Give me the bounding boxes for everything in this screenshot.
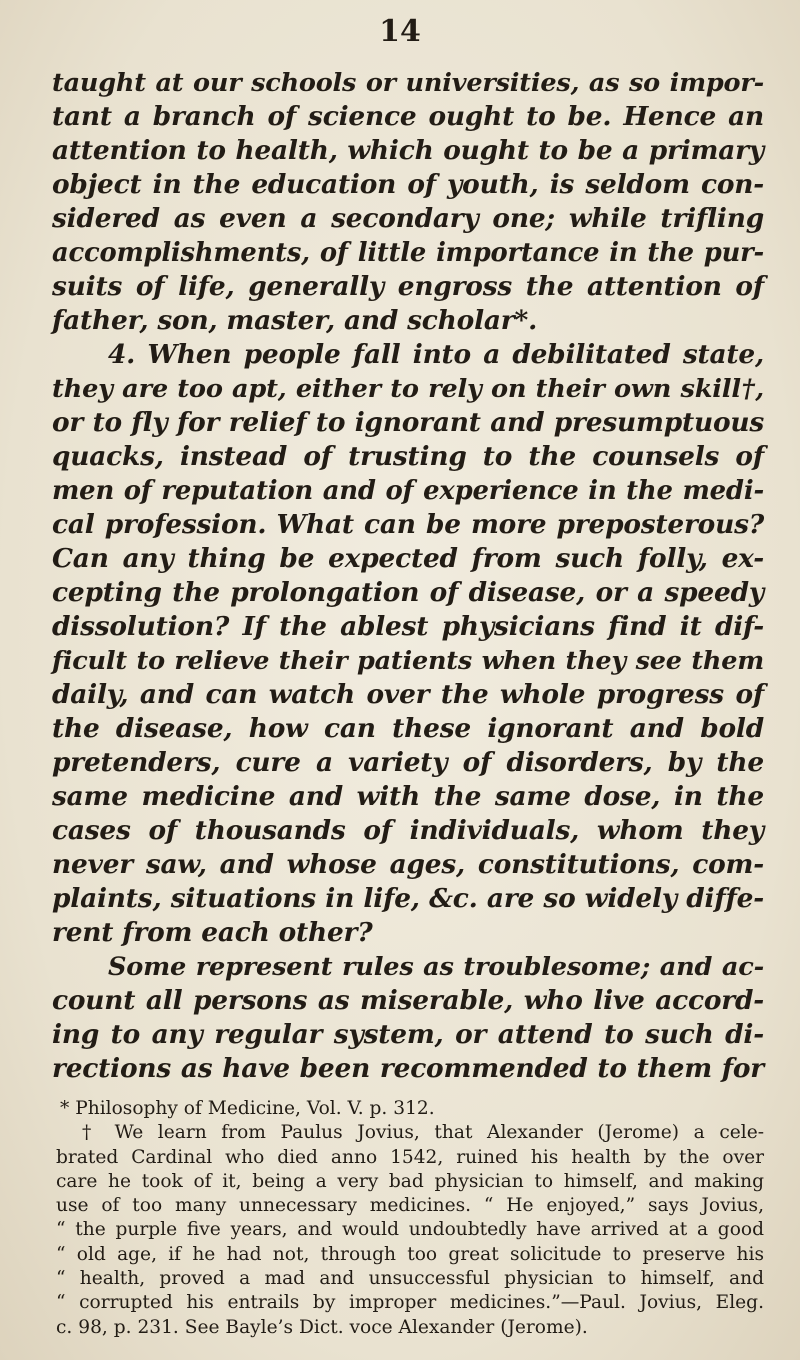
- body-line: ficult to relieve their patients when they see them: [52, 646, 764, 676]
- body-line: Some represent rules as troublesome; and ac-: [108, 952, 764, 982]
- body-line: men of reputation and of experience in the medi-: [52, 476, 764, 506]
- body-line: pretenders, cure a variety of disorders, by the: [52, 747, 764, 778]
- body-line: 4. When people fall into a debilitated state,: [108, 339, 764, 370]
- body-text: [52, 66, 764, 1086]
- body-line: count all persons as miserable, who live accord-: [52, 985, 764, 1016]
- footnote-line: use of too many unnecessary medicines. “ He enjoyed,” says Jovius,: [56, 1195, 764, 1217]
- body-line: accomplishments, of little importance in the pur-: [52, 238, 764, 268]
- body-line: dissolution? If the ablest physicians find it dif-: [52, 611, 764, 642]
- body-line: father, son, master, and scholar*.: [52, 305, 538, 336]
- body-line: the disease, how can these ignorant and bold: [52, 713, 764, 744]
- body-line: same medicine and with the same dose, in the: [52, 781, 764, 812]
- footnotes: [56, 1097, 764, 1340]
- body-line: ing to any regular system, or attend to such di-: [52, 1019, 764, 1050]
- footnote-line: “ corrupted his entrails by improper medicines.”—Paul. Jovius, Eleg.: [56, 1292, 764, 1314]
- body-line: cepting the prolongation of disease, or a speedy: [52, 577, 764, 608]
- footnote-line: c. 98, p. 231. See Bayle’s Dict. voce Alexander (Jerome).: [56, 1316, 588, 1338]
- page-number: 14: [379, 14, 421, 49]
- body-line: daily, and can watch over the whole progress of: [52, 679, 764, 710]
- body-line: rections as have been recommended to them for: [52, 1053, 764, 1084]
- footnote-line: * Philosophy of Medicine, Vol. V. p. 312.: [60, 1098, 435, 1119]
- body-line: never saw, and whose ages, constitutions, com-: [52, 849, 764, 880]
- body-line: object in the education of youth, is seldom con-: [52, 169, 764, 200]
- body-line: taught at our schools or universities, as so impor-: [52, 68, 764, 98]
- footnote-line: “ health, proved a mad and unsuccessful physician to himself, and: [56, 1268, 764, 1290]
- body-line: attention to health, which ought to be a primary: [52, 135, 764, 166]
- footnote-line: brated Cardinal who died anno 1542, ruined his health by the over: [56, 1146, 764, 1168]
- body-line: they are too apt, either to rely on their own skill†,: [52, 374, 764, 404]
- body-line: Can any thing be expected from such folly, ex-: [52, 543, 764, 574]
- body-line: suits of life, generally engross the attention of: [52, 271, 764, 302]
- body-line: cases of thousands of individuals, whom they: [52, 815, 764, 846]
- body-line: cal profession. What can be more preposterous?: [52, 509, 764, 540]
- footnote-line: “ the purple five years, and would undoubtedly have arrived at a good: [56, 1219, 764, 1241]
- body-line: sidered as even a secondary one; while trifling: [52, 203, 764, 234]
- body-line: rent from each other?: [52, 917, 373, 948]
- footnote-line: † We learn from Paulus Jovius, that Alexander (Jerome) a cele-: [82, 1122, 764, 1144]
- footnote-line: “ old age, if he had not, through too great solicitude to preserve his: [56, 1243, 764, 1265]
- footnote-line: care he took of it, being a very bad physician to himself, and making: [56, 1170, 764, 1192]
- body-line: tant a branch of science ought to be. Hence an: [52, 101, 764, 132]
- body-line: quacks, instead of trusting to the counsels of: [52, 441, 764, 472]
- body-line: or to fly for relief to ignorant and presumptuous: [52, 407, 764, 438]
- body-line: plaints, situations in life, &c. are so widely diffe-: [52, 883, 764, 914]
